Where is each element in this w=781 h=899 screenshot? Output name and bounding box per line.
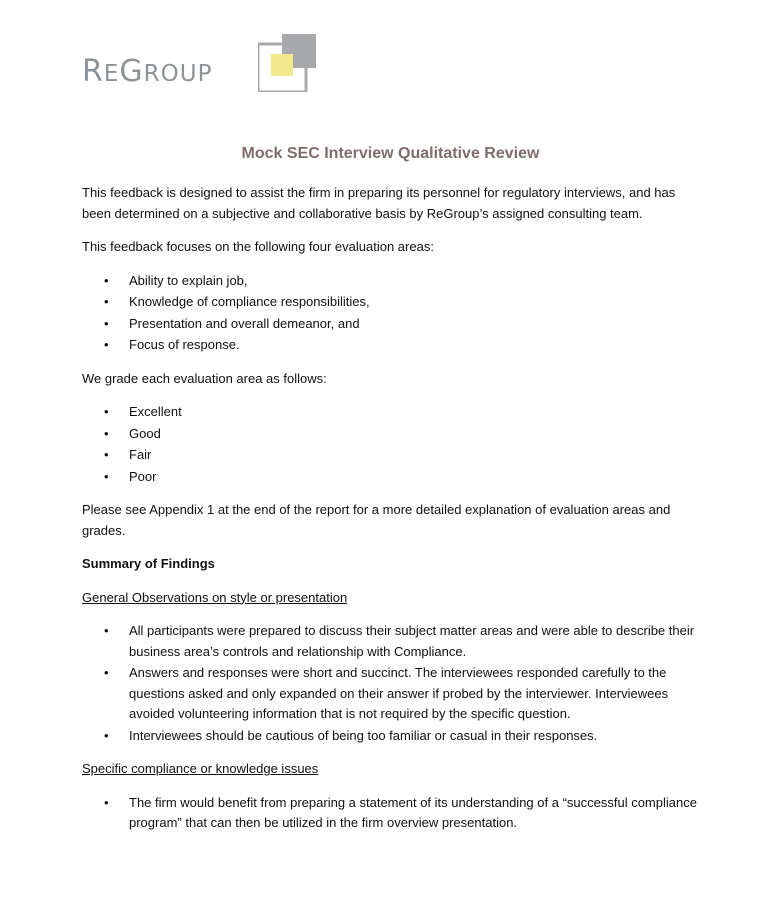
list-item: • Answers and responses were short and succinct. The interviewees responded carefully to the questions asked and only expanded on their answer if probed by the interviewer. Interviewees avoided volunteering information that is not required by the specific question. (104, 665, 669, 721)
bullet-icon: • (104, 727, 109, 743)
list-item: • Excellent (82, 402, 707, 423)
summary-heading: Summary of Findings (82, 556, 215, 571)
grades-list (82, 402, 707, 487)
general-observations-list (82, 621, 707, 746)
bullet-icon: • (104, 315, 109, 331)
bullet-icon: • (104, 665, 109, 680)
bullet-icon: • (104, 447, 109, 462)
bullet-icon: • (104, 794, 109, 810)
logo-wordmark: REGROUP (82, 54, 213, 89)
list-item: • Interviewees should be cautious of being too familiar or casual in their responses. (82, 726, 707, 747)
list-item: • The firm would benefit from preparing a statement of its understanding of a “successful compliance program” that can then be utilized in the firm overview presentation. (104, 794, 697, 830)
list-item: • Ability to explain job, (82, 271, 707, 292)
list-item: • Poor (82, 467, 707, 488)
list-item: • Good (82, 424, 707, 445)
regroup-logo (82, 34, 322, 92)
list-item: • All participants were prepared to discuss their subject matter areas and were able to describe their business area’s controls and relationship with Compliance. (104, 623, 695, 659)
grade-intro: We grade each evaluation area as follows: (82, 370, 327, 386)
list-item: • Focus of response. (82, 335, 707, 356)
bullet-icon: • (104, 468, 109, 484)
specific-issues-list (82, 793, 707, 834)
appendix-note: Please see Appendix 1 at the end of the report for a more detailed explanation of evaluation areas and grades. (82, 502, 671, 538)
bullet-icon: • (104, 404, 109, 419)
bullet-icon: • (104, 623, 109, 638)
page-title: Mock SEC Interview Qualitative Review (241, 145, 540, 162)
bullet-icon: • (104, 272, 109, 288)
list-item: • Fair (82, 445, 707, 466)
list-item: • Presentation and overall demeanor, and (82, 314, 707, 335)
general-observations-heading: General Observations on style or presentation (82, 589, 348, 605)
specific-issues-heading: Specific compliance or knowledge issues (82, 761, 319, 776)
intro-paragraph: This feedback is designed to assist the firm in preparing its personnel for regulatory interviews, and has been determined on a subjective and collaborative basis by ReGroup’s assigned consulting team. (82, 185, 676, 221)
bullet-icon: • (104, 337, 109, 352)
evaluation-areas-list (82, 271, 707, 356)
bullet-icon: • (104, 294, 109, 309)
list-item: • Knowledge of compliance responsibilities, (82, 292, 707, 313)
focus-intro: This feedback focuses on the following four evaluation areas: (82, 239, 434, 254)
logo-squares-icon (258, 34, 316, 92)
document-body (82, 183, 707, 847)
bullet-icon: • (104, 425, 109, 441)
